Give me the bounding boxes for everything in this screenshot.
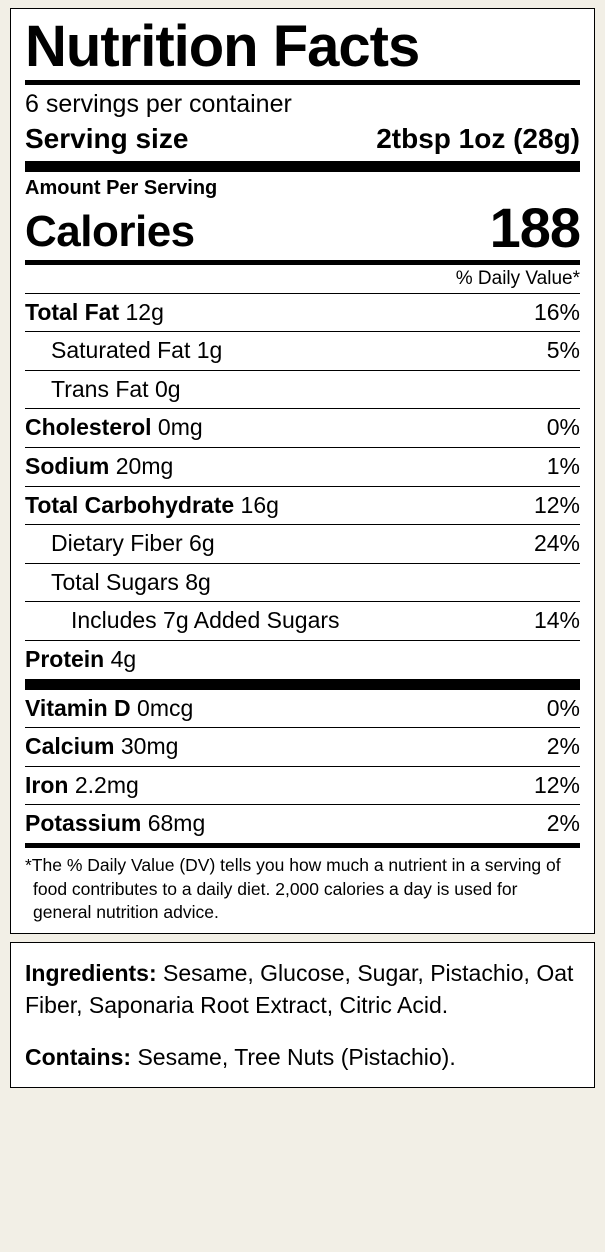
- footnote-text: *The % Daily Value (DV) tells you how much a nutrient in a serving of food contributes to a daily diet. 2,000 calories a day is used for general nutrition advice.: [25, 854, 561, 923]
- contains-line: [25, 1041, 580, 1073]
- nutrient-pct: 2%: [546, 810, 580, 837]
- nutrient-amount: 68mg: [147, 810, 206, 837]
- daily-value-header: % Daily Value*: [455, 267, 580, 289]
- nutrient-amount: 0mcg: [137, 694, 194, 721]
- nutrient-amount: 0mg: [157, 414, 203, 441]
- table-row: [25, 640, 580, 679]
- nutrient-name: Trans Fat 0g: [51, 375, 181, 402]
- nutrient-amount: 12g: [125, 298, 164, 325]
- nutrient-pct: 2%: [546, 733, 580, 760]
- table-row: [25, 766, 580, 805]
- table-row: [25, 486, 580, 525]
- table-row: [25, 601, 580, 640]
- divider-under-protein: [25, 679, 580, 690]
- nutrient-pct: 24%: [533, 530, 580, 557]
- serving-size-label: Serving size: [25, 122, 189, 154]
- nutrient-name: Total Carbohydrate 16g: [25, 491, 279, 518]
- nutrient-pct: 12%: [533, 771, 580, 798]
- calories-row: [25, 195, 580, 260]
- table-row: [25, 727, 580, 766]
- nutrition-facts-panel: [10, 8, 595, 934]
- nutrient-pct: 0%: [546, 694, 580, 721]
- nutrient-pct: 0%: [546, 414, 580, 441]
- table-row: [25, 447, 580, 486]
- calories-value: 188: [489, 195, 580, 259]
- nutrient-name: Includes 7g Added Sugars: [71, 607, 340, 634]
- amount-per-serving-label: Amount Per Serving: [25, 176, 218, 199]
- table-row: [25, 370, 580, 409]
- contains-label: Contains:: [25, 1044, 132, 1071]
- nutrient-amount: 16g: [240, 491, 279, 518]
- daily-value-footnote: [25, 843, 580, 927]
- nutrient-name: Total Sugars 8g: [51, 568, 211, 595]
- nutrient-amount: 1g: [196, 337, 223, 364]
- servings-per-container: 6 servings per container: [25, 89, 292, 118]
- ingredients-panel: [10, 942, 595, 1089]
- nutrient-amount: 6g: [189, 530, 215, 557]
- nutrient-pct: 12%: [533, 491, 580, 518]
- nutrient-pct: 16%: [533, 298, 580, 325]
- serving-size-row: [25, 123, 580, 161]
- nutrient-name: Dietary Fiber 6g: [51, 530, 215, 557]
- nutrient-pct: 5%: [546, 337, 580, 364]
- nutrient-amount: 20mg: [115, 453, 174, 480]
- contains-text: Sesame, Tree Nuts (Pistachio).: [137, 1044, 456, 1071]
- page-title: Nutrition Facts: [25, 14, 420, 79]
- nutrient-pct: 14%: [533, 607, 580, 634]
- table-row: [25, 293, 580, 332]
- ingredients-line: [25, 957, 580, 1021]
- nutrient-pct: 1%: [546, 453, 580, 480]
- nutrient-name: Vitamin D 0mcg: [25, 694, 194, 721]
- nutrient-name: Total Fat 12g: [25, 298, 164, 325]
- nutrient-name: Saturated Fat 1g: [51, 337, 223, 364]
- ingredients-label: Ingredients:: [25, 959, 157, 986]
- nutrient-amount: 0g: [154, 375, 181, 402]
- table-row: [25, 690, 580, 728]
- nutrient-amount: 2.2mg: [74, 771, 139, 798]
- table-row: [25, 331, 580, 370]
- table-row: [25, 408, 580, 447]
- table-row: [25, 804, 580, 843]
- nutrient-name: Protein 4g: [25, 645, 137, 672]
- table-row: [25, 524, 580, 563]
- calories-label: Calories: [25, 207, 195, 257]
- nutrient-amount: 30mg: [120, 733, 179, 760]
- ingredients-text: Sesame, Glucose, Sugar, Pistachio, Oat Fiber, Saponaria Root Extract, Citric Acid.: [25, 959, 574, 1019]
- nutrient-name: Sodium 20mg: [25, 453, 174, 480]
- divider-under-serving-size: [25, 161, 580, 172]
- table-row: [25, 563, 580, 602]
- nutrient-amount: 4g: [110, 645, 137, 672]
- nutrient-name: Cholesterol 0mg: [25, 414, 203, 441]
- serving-size-value: 2tbsp 1oz (28g): [376, 122, 580, 154]
- ingredients-block: [25, 957, 580, 1074]
- nutrient-amount: 8g: [185, 568, 211, 595]
- nutrient-name: Calcium 30mg: [25, 733, 179, 760]
- nutrient-name: Iron 2.2mg: [25, 771, 139, 798]
- nutrient-name: Potassium 68mg: [25, 810, 206, 837]
